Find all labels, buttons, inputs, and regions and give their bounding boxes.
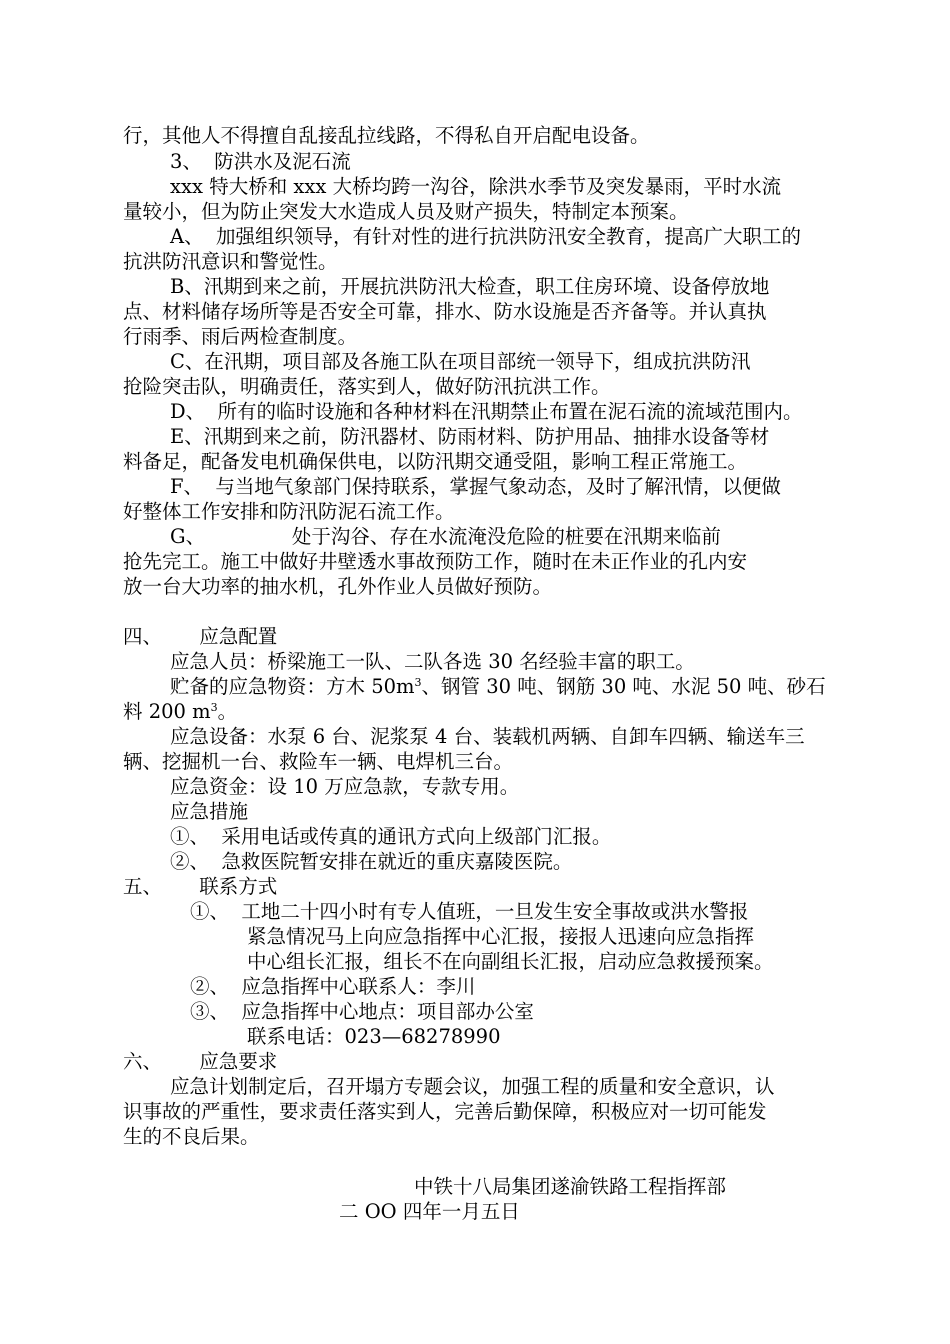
text-line: 点、材料储存场所等是否安全可靠，排水、防水设施是否齐备等。并认真执 [123,300,767,323]
text-line: ③、 应急指挥中心地点：项目部办公室 [190,1000,534,1023]
text-line: ①、 工地二十四小时有专人值班，一旦发生安全事故或洪水警报 [190,900,749,923]
section-heading: 四、 应急配置 [123,625,278,648]
signature-organization: 中铁十八局集团遂渝铁路工程指挥部 [414,1175,727,1198]
text-line: 应急计划制定后，召开塌方专题会议，加强工程的质量和安全意识，认 [170,1075,775,1098]
text-line [170,675,826,699]
text-line: E、汛期到来之前，防汛器材、防雨材料、防护用品、抽排水设备等材 [170,425,770,448]
text-line: xxx 特大桥和 xxx 大桥均跨一沟谷，除洪水季节及突发暴雨，平时水流 [170,175,782,198]
text-line: 辆、挖掘机一台、救险车一辆、电焊机三台。 [123,750,514,773]
text-line: 放一台大功率的抽水机，孔外作业人员做好预防。 [123,575,553,598]
text-line: G、 处于沟谷、存在水流淹没危险的桩要在汛期来临前 [170,525,721,548]
text-line: 抢先完工。施工中做好井壁透水事故预防工作，随时在未正作业的孔内安 [123,550,748,573]
text-line: F、 与当地气象部门保持联系，掌握气象动态，及时了解汛情，以便做 [170,475,781,498]
text-line: C、在汛期，项目部及各施工队在项目部统一领导下，组成抗洪防汛 [170,350,751,373]
superscript: 3 [414,676,422,689]
text-run: 、钢管 30 吨、钢筋 30 吨、水泥 50 吨、砂石 [421,675,826,698]
text-line: 联系电话：023—68278990 [247,1025,501,1048]
text-run: 。 [217,700,238,723]
text-line: 应急资金：设 10 万应急款，专款专用。 [170,775,520,798]
text-line: 行雨季、雨后两检查制度。 [123,325,358,348]
text-run: 料 200 m [123,700,211,723]
section-heading: 五、 联系方式 [123,875,278,898]
text-line: 紧急情况马上向应急指挥中心汇报，接报人迅速向应急指挥 [247,925,755,948]
text-run: 贮备的应急物资：方木 50m [170,675,415,698]
text-line: 好整体工作安排和防汛防泥石流工作。 [123,500,455,523]
signature-date: 二 OO 四年一月五日 [339,1200,520,1223]
text-line: 中心组长汇报，组长不在向副组长汇报，启动应急救援预案。 [247,950,774,973]
text-line: B、汛期到来之前，开展抗洪防汛大检查，职工住房环境、设备停放地 [170,275,770,298]
text-line: 抢险突击队，明确责任，落实到人，做好防汛抗洪工作。 [123,375,611,398]
text-line: 料备足，配备发电机确保供电，以防汛期交通受阻，影响工程正常施工。 [123,450,748,473]
superscript: 3 [210,701,218,714]
text-line: 抗洪防汛意识和警觉性。 [123,250,338,273]
text-line: 识事故的严重性，要求责任落实到人，完善后勤保障，积极应对一切可能发 [123,1100,767,1123]
text-line: 量较小，但为防止突发大水造成人员及财产损失，特制定本预案。 [123,200,689,223]
text-line [123,700,237,724]
text-line: D、 所有的临时设施和各种材料在汛期禁止布置在泥石流的流域范围内。 [170,400,803,423]
text-line: 应急设备：水泵 6 台、泥浆泵 4 台、装载机两辆、自卸车四辆、输送车三 [170,725,805,748]
text-line: ②、 急救医院暂安排在就近的重庆嘉陵医院。 [170,850,573,873]
text-line: 生的不良后果。 [123,1125,260,1148]
text-line: ①、 采用电话或传真的通讯方式向上级部门汇报。 [170,825,612,848]
text-line: A、 加强组织领导，有针对性的进行抗洪防汛安全教育，提高广大职工的 [170,225,801,248]
text-line: 行，其他人不得擅自乱接乱拉线路，不得私自开启配电设备。 [123,124,650,147]
text-line: 应急措施 [170,800,249,823]
text-line: ②、 应急指挥中心联系人：李川 [190,975,476,998]
section-heading: 3、 防洪水及泥石流 [170,150,351,173]
text-line: 应急人员：桥梁施工一队、二队各选 30 名经验丰富的职工。 [170,650,695,673]
section-heading: 六、 应急要求 [123,1050,278,1073]
